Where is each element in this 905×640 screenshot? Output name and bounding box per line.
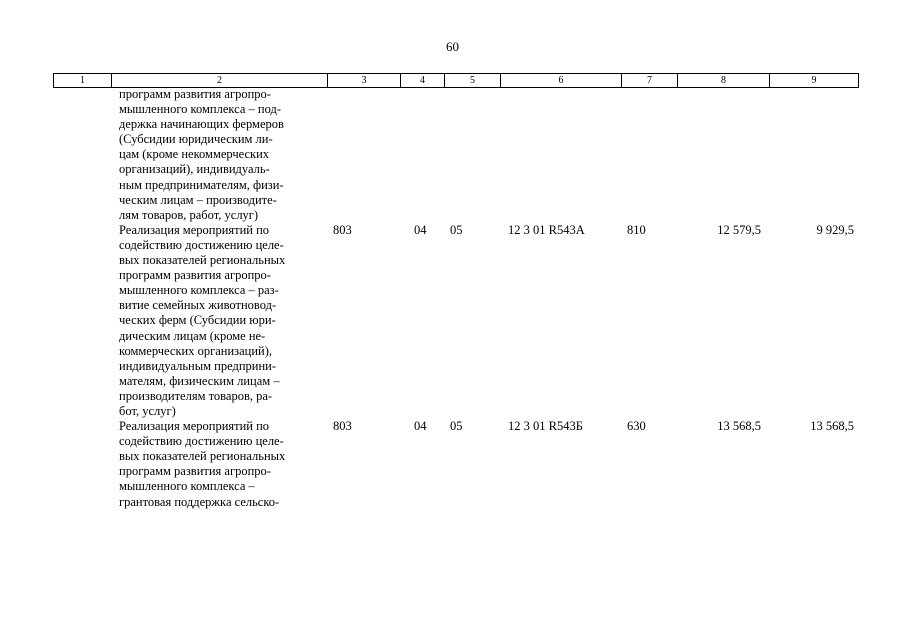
table-body	[53, 87, 859, 510]
description-line: производителям товаров, ра-	[119, 388, 273, 403]
description-line: содействию достижению целе-	[119, 434, 284, 449]
description-line: коммерческих организаций),	[119, 343, 272, 358]
header-col-4: 4	[400, 74, 444, 87]
cell-col-5: 05	[450, 222, 463, 237]
cell-col-3	[327, 87, 400, 223]
cell-col-8	[677, 87, 769, 223]
description-line: мателям, физическим лицам –	[119, 373, 280, 388]
cell-col-1	[53, 419, 111, 510]
description-line: организаций), индивидуаль-	[119, 162, 270, 177]
cell-col-7	[621, 87, 677, 223]
description-line: Реализация мероприятий по	[119, 222, 270, 237]
cell-col-8: 13 568,5	[717, 419, 761, 434]
table-row	[53, 419, 859, 510]
cell-col-1	[53, 223, 111, 419]
cell-col-4	[400, 87, 444, 223]
description-line: цам (кроме некоммерческих	[119, 147, 270, 162]
description-line: ным предпринимателям, физи-	[119, 177, 284, 192]
table-row	[53, 87, 859, 223]
description-line: бот, услуг)	[119, 403, 176, 418]
description-line: держка начинающих фермеров	[119, 117, 284, 132]
description-line: вых показателей региональных	[119, 253, 286, 268]
description-line: программ развития агропро-	[119, 87, 271, 101]
cell-col-3: 803	[333, 222, 352, 237]
cell-col-1	[53, 87, 111, 223]
cell-col-7: 630	[627, 419, 646, 434]
description-line: ческих ферм (Субсидии юри-	[119, 313, 276, 328]
cell-col-4: 04	[414, 419, 427, 434]
description-line: ческим лицам – производите-	[119, 192, 277, 207]
description-line: лям товаров, работ, услуг)	[119, 207, 259, 222]
table-header	[53, 73, 859, 88]
cell-col-6	[500, 87, 621, 223]
cell-col-5: 05	[450, 419, 463, 434]
cell-description	[111, 223, 327, 419]
header-col-9: 9	[769, 74, 859, 87]
cell-description	[111, 87, 327, 223]
cell-col-9: 13 568,5	[810, 419, 854, 434]
description-line: витие семейных животновод-	[119, 298, 277, 313]
cell-col-6: 12 3 01 R543А	[508, 222, 585, 237]
description-line: индивидуальным предприни-	[119, 358, 277, 373]
description-line: мышленного комплекса – под-	[119, 102, 281, 117]
cell-col-5	[444, 87, 500, 223]
cell-col-4: 04	[414, 222, 427, 237]
table-row	[53, 223, 859, 419]
description-line: (Субсидии юридическим ли-	[119, 132, 273, 147]
description-line: грантовая поддержка сельско-	[119, 494, 280, 509]
description-line: вых показателей региональных	[119, 449, 286, 464]
header-col-5: 5	[444, 74, 500, 87]
cell-col-6: 12 3 01 R543Б	[508, 419, 583, 434]
header-col-3: 3	[327, 74, 400, 87]
cell-col-3: 803	[333, 419, 352, 434]
description-line: содействию достижению целе-	[119, 237, 284, 252]
description-line: Реализация мероприятий по	[119, 419, 270, 434]
header-col-8: 8	[677, 74, 769, 87]
cell-col-8: 12 579,5	[717, 222, 761, 237]
page-number: 60	[446, 39, 459, 54]
header-col-1: 1	[53, 74, 111, 87]
description-line: дическим лицам (кроме не-	[119, 328, 266, 343]
description-line: мышленного комплекса –	[119, 479, 255, 494]
cell-col-7: 810	[627, 222, 646, 237]
header-col-2: 2	[111, 74, 327, 87]
description-line: программ развития агропро-	[119, 464, 271, 479]
header-col-7: 7	[621, 74, 677, 87]
cell-col-9: 9 929,5	[816, 222, 854, 237]
description-line: мышленного комплекса – раз-	[119, 283, 279, 298]
cell-col-9	[769, 87, 859, 223]
cell-description	[111, 419, 327, 510]
header-col-6: 6	[500, 74, 621, 87]
description-line: программ развития агропро-	[119, 268, 271, 283]
